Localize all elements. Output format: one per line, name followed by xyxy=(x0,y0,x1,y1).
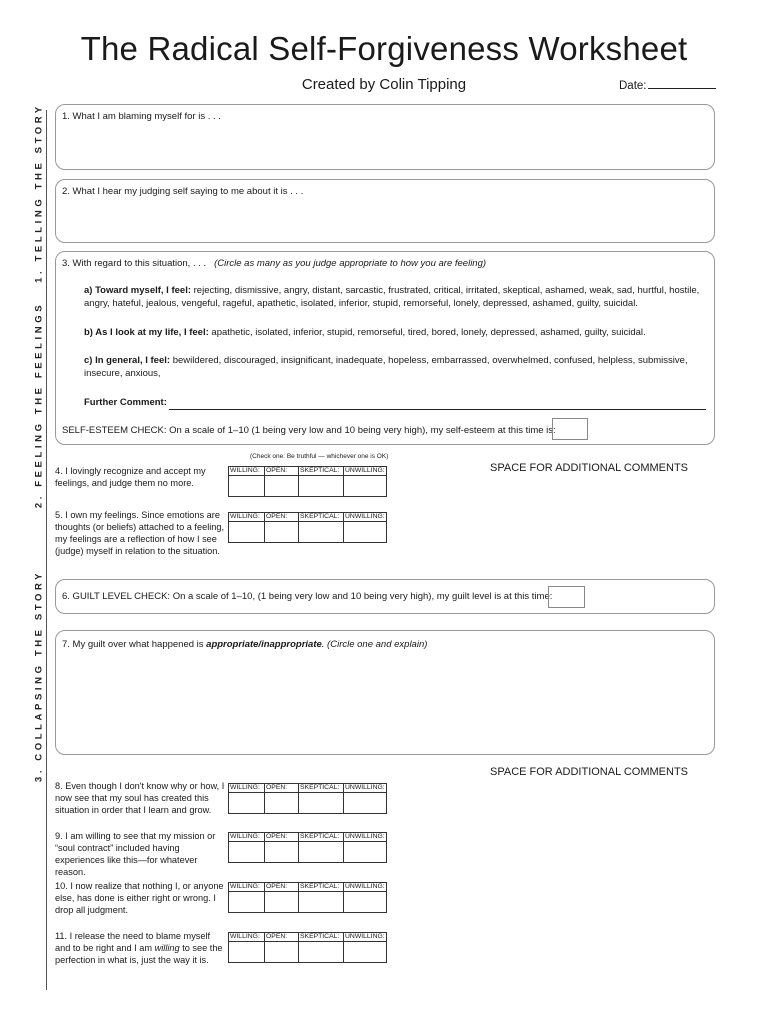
q4-unwilling-cell[interactable] xyxy=(344,476,387,497)
scale-unwilling-label: UNWILLING: xyxy=(345,784,385,791)
q4-skeptical-cell[interactable] xyxy=(299,476,344,497)
q10-skeptical-cell[interactable] xyxy=(299,892,344,913)
guilt-score-box[interactable] xyxy=(548,586,585,608)
further-comment-label: Further Comment: xyxy=(84,397,167,408)
q7-instruction: . (Circle one and explain) xyxy=(321,639,428,650)
q5-skeptical-cell[interactable] xyxy=(299,522,344,543)
q10-willing-cell[interactable] xyxy=(229,892,265,913)
q11-willing-cell[interactable] xyxy=(229,942,265,963)
q5-willing-cell[interactable] xyxy=(229,522,265,543)
q4-scale-table[interactable] xyxy=(228,466,387,497)
q8-skeptical-cell[interactable] xyxy=(299,793,344,814)
q10-open-cell[interactable] xyxy=(265,892,299,913)
further-comment-line[interactable] xyxy=(169,409,706,410)
q8-unwilling-cell[interactable] xyxy=(344,793,387,814)
q9-scale-table[interactable] xyxy=(228,832,387,863)
q11-text-start: 11. I release the need to blame myself and to be right and I am xyxy=(55,931,211,953)
q10-scale-table[interactable] xyxy=(228,882,387,913)
q3a-feelings[interactable]: rejecting, dismissive, angry, distant, sarcastic, frustrated, critical, irritated, skeptical, ashamed, weak, sad, hurtful, hostile, angry, hateful, jealous, vengeful, rageful, apathetic, isolated, inferior, stupid, remorseful, lonely, depressed, ashamed, guilty, suicidal. xyxy=(84,285,700,309)
q11-unwilling-cell[interactable] xyxy=(344,942,387,963)
q6-text: 6. GUILT LEVEL CHECK: On a scale of 1–10, (1 being very low and 10 being very high), my guilt level is at this time: xyxy=(62,591,553,602)
scale-willing-label: WILLING: xyxy=(229,784,265,793)
additional-comments-label: SPACE FOR ADDITIONAL COMMENTS xyxy=(490,462,689,474)
scale-skeptical-label: SKEPTICAL: xyxy=(299,883,344,892)
left-margin-rule xyxy=(46,110,47,990)
q9-willing-cell[interactable] xyxy=(229,842,265,863)
section-label-feelings: 2. FEELING THE FEELINGS xyxy=(33,301,45,509)
section-label-telling: 1. TELLING THE STORY xyxy=(33,103,45,283)
scale-skeptical-label: SKEPTICAL: xyxy=(299,933,344,942)
q8-willing-cell[interactable] xyxy=(229,793,265,814)
q11-skeptical-cell[interactable] xyxy=(299,942,344,963)
check-one-note: (Check one: Be truthful — whichever one is OK) xyxy=(250,453,389,460)
date-field[interactable] xyxy=(619,78,716,92)
q3c-label: c) In general, I feel: xyxy=(84,355,171,366)
scale-unwilling-label: UNWILLING: xyxy=(345,513,385,520)
q1-text: 1. What I am blaming myself for is . . . xyxy=(62,111,221,122)
q10-unwilling-cell[interactable] xyxy=(344,892,387,913)
q3a-row[interactable] xyxy=(84,285,706,310)
q11-text-willing: willing xyxy=(154,943,180,953)
scale-skeptical-label: SKEPTICAL: xyxy=(299,467,344,476)
self-esteem-check-text: SELF-ESTEEM CHECK: On a scale of 1–10 (1 being very low and 10 being very high), my self-esteem at this time is: xyxy=(62,425,556,436)
q10-text: 10. I now realize that nothing I, or anyone else, has done is either right or wrong. I drop all judgment. xyxy=(55,881,224,915)
scale-skeptical-label: SKEPTICAL: xyxy=(299,784,344,793)
page-title: The Radical Self-Forgiveness Worksheet xyxy=(80,30,688,67)
q7-choice[interactable]: appropriate/inappropriate xyxy=(206,639,322,650)
q5-scale-table[interactable] xyxy=(228,512,387,543)
q3a-label: a) Toward myself, I feel: xyxy=(84,285,191,296)
scale-open-label: OPEN: xyxy=(265,467,299,476)
q9-unwilling-cell[interactable] xyxy=(344,842,387,863)
scale-skeptical-label: SKEPTICAL: xyxy=(299,833,344,842)
scale-skeptical-label: SKEPTICAL: xyxy=(299,513,344,522)
scale-unwilling-label: UNWILLING: xyxy=(345,467,385,474)
scale-open-label: OPEN: xyxy=(265,784,299,793)
scale-unwilling-label: UNWILLING: xyxy=(345,933,385,940)
q3c-row[interactable] xyxy=(84,355,706,380)
q7-lead: 7. My guilt over what happened is xyxy=(62,639,204,650)
section-label-collapsing: 3. COLLAPSING THE STORY xyxy=(33,569,45,783)
q9-text: 9. I am willing to see that my mission or “soul contract” included having experiences like this—for whatever reason. xyxy=(55,831,216,877)
additional-comments-label-2: SPACE FOR ADDITIONAL COMMENTS xyxy=(490,766,689,778)
q3-instruction: (Circle as many as you judge appropriate to how you are feeling) xyxy=(214,258,487,269)
q11-text-end: to see the perfection in what is, just the way it is. xyxy=(55,943,223,965)
date-blank-line[interactable] xyxy=(648,78,716,89)
q5-text: 5. I own my feelings. Since emotions are thoughts (or beliefs) attached to a feeling, my feelings are a reflection of how I see (judge) myself in relation to the situation. xyxy=(55,510,225,556)
q8-open-cell[interactable] xyxy=(265,793,299,814)
q11-open-cell[interactable] xyxy=(265,942,299,963)
q9-open-cell[interactable] xyxy=(265,842,299,863)
scale-unwilling-label: UNWILLING: xyxy=(345,883,385,890)
scale-willing-label: WILLING: xyxy=(229,883,265,892)
scale-willing-label: WILLING: xyxy=(229,933,265,942)
q3-lead-text: 3. With regard to this situation, . . . xyxy=(62,258,207,269)
scale-willing-label: WILLING: xyxy=(229,513,265,522)
scale-open-label: OPEN: xyxy=(265,933,299,942)
scale-willing-label: WILLING: xyxy=(229,467,265,476)
self-esteem-score-box[interactable] xyxy=(552,418,588,440)
q5-unwilling-cell[interactable] xyxy=(344,522,387,543)
scale-open-label: OPEN: xyxy=(265,833,299,842)
q4-text: 4. I lovingly recognize and accept my feelings, and judge them no more. xyxy=(55,466,206,488)
q3b-row[interactable] xyxy=(84,327,706,340)
q3-lead xyxy=(62,258,486,270)
scale-open-label: OPEN: xyxy=(265,513,299,522)
scale-willing-label: WILLING: xyxy=(229,833,265,842)
q3b-label: b) As I look at my life, I feel: xyxy=(84,327,209,338)
q4-willing-cell[interactable] xyxy=(229,476,265,497)
q2-text: 2. What I hear my judging self saying to me about it is . . . xyxy=(62,186,304,197)
q3-feelings-box xyxy=(55,251,715,445)
q3c-feelings[interactable]: bewildered, discouraged, insignificant, inadequate, hopeless, embarrassed, overwhelmed, confused, helpless, submissive, insecure, anxious, xyxy=(84,355,688,379)
q8-scale-table[interactable] xyxy=(228,783,387,814)
q7-text xyxy=(62,639,427,651)
q8-text: 8. Even though I don't know why or how, I now see that my soul has created this situation in order that I learn and grow. xyxy=(55,781,225,815)
q4-open-cell[interactable] xyxy=(265,476,299,497)
q3b-feelings[interactable]: apathetic, isolated, inferior, stupid, remorseful, tired, bored, lonely, depressed, ashamed, guilty, suicidal. xyxy=(211,327,646,338)
q9-skeptical-cell[interactable] xyxy=(299,842,344,863)
q11-text xyxy=(55,930,225,966)
q5-open-cell[interactable] xyxy=(265,522,299,543)
q11-scale-table[interactable] xyxy=(228,932,387,963)
date-label: Date: xyxy=(619,80,647,92)
author-subtitle: Created by Colin Tipping xyxy=(301,76,467,93)
scale-unwilling-label: UNWILLING: xyxy=(345,833,385,840)
scale-open-label: OPEN: xyxy=(265,883,299,892)
